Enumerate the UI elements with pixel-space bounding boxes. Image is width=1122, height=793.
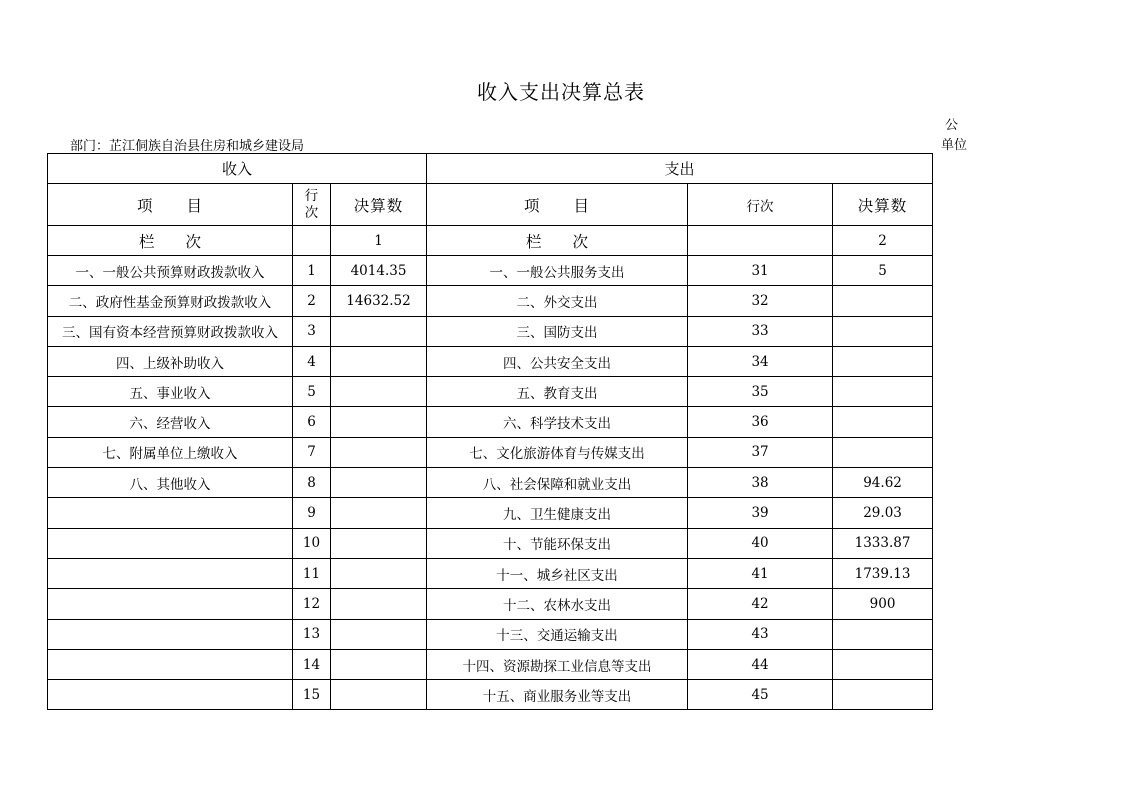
expense-section-header: 支出 [427, 154, 933, 184]
income-amount-cell [331, 316, 427, 346]
income-amount-cell: 4014.35 [331, 256, 427, 286]
expense-item-cell: 十四、资源勘探工业信息等支出 [427, 649, 688, 679]
income-item-cell: 五、事业收入 [48, 377, 293, 407]
table-row [48, 437, 933, 467]
table-row [48, 649, 933, 679]
income-amount-cell [331, 437, 427, 467]
table-row [48, 528, 933, 558]
income-item-header: 项 目 [48, 184, 293, 226]
income-item-cell [48, 558, 293, 588]
table-row [48, 346, 933, 376]
table-row [48, 680, 933, 710]
income-amount-cell [331, 558, 427, 588]
expense-row-no-cell: 33 [688, 316, 833, 346]
expense-row-no-cell: 36 [688, 407, 833, 437]
income-item-cell: 六、经营收入 [48, 407, 293, 437]
income-amount-cell [331, 498, 427, 528]
expense-amount-cell [833, 286, 933, 316]
expense-item-cell: 九、卫生健康支出 [427, 498, 688, 528]
income-amount-cell [331, 619, 427, 649]
income-row-no-cell: 8 [293, 468, 331, 498]
expense-row-no-cell: 43 [688, 619, 833, 649]
expense-row-no-cell: 38 [688, 468, 833, 498]
expense-row-no-cell: 37 [688, 437, 833, 467]
income-amount-cell [331, 680, 427, 710]
expense-item-cell: 七、文化旅游体育与传媒支出 [427, 437, 688, 467]
income-amount-cell [331, 649, 427, 679]
income-item-cell [48, 589, 293, 619]
table-row [48, 286, 933, 316]
expense-item-cell: 二、外交支出 [427, 286, 688, 316]
expense-item-cell: 八、社会保障和就业支出 [427, 468, 688, 498]
table-row [48, 619, 933, 649]
unit-note: 单位 [941, 138, 968, 153]
expense-item-cell: 四、公共安全支出 [427, 346, 688, 376]
income-amount-header: 决算数 [331, 184, 427, 226]
expense-item-cell: 十一、城乡社区支出 [427, 558, 688, 588]
income-section-header: 收入 [48, 154, 427, 184]
income-row-no-header: 行 次 [293, 184, 331, 226]
expense-row-no-cell: 42 [688, 589, 833, 619]
column-index-row [48, 226, 933, 256]
expense-amount-cell: 900 [833, 589, 933, 619]
expense-amount-cell [833, 346, 933, 376]
expense-amount-cell: 94.62 [833, 468, 933, 498]
income-row-no-cell: 3 [293, 316, 331, 346]
expense-item-header: 项 目 [427, 184, 688, 226]
section-header-row [48, 154, 933, 184]
income-item-cell [48, 619, 293, 649]
expense-column-number: 2 [833, 226, 933, 256]
income-amount-cell [331, 468, 427, 498]
expense-item-cell: 十二、农林水支出 [427, 589, 688, 619]
corner-note: 公 [945, 118, 959, 133]
income-row-no-cell: 11 [293, 558, 331, 588]
income-item-cell: 七、附属单位上缴收入 [48, 437, 293, 467]
expense-item-cell: 六、科学技术支出 [427, 407, 688, 437]
expense-column-label: 栏 次 [427, 226, 688, 256]
expense-row-no-cell: 32 [688, 286, 833, 316]
expense-item-cell: 一、一般公共服务支出 [427, 256, 688, 286]
table-row [48, 256, 933, 286]
income-amount-cell [331, 377, 427, 407]
income-row-no-cell: 7 [293, 437, 331, 467]
income-row-no-cell: 1 [293, 256, 331, 286]
expense-amount-cell: 29.03 [833, 498, 933, 528]
income-item-cell [48, 528, 293, 558]
expense-row-no-cell: 39 [688, 498, 833, 528]
expense-item-cell: 十、节能环保支出 [427, 528, 688, 558]
income-item-cell [48, 680, 293, 710]
expense-amount-cell: 1739.13 [833, 558, 933, 588]
income-item-cell: 八、其他收入 [48, 468, 293, 498]
table-row [48, 377, 933, 407]
expense-item-cell: 十三、交通运输支出 [427, 619, 688, 649]
budget-summary-table [47, 153, 933, 710]
income-amount-cell [331, 528, 427, 558]
income-row-no-cell: 6 [293, 407, 331, 437]
expense-amount-cell [833, 680, 933, 710]
income-row-no-cell: 15 [293, 680, 331, 710]
income-amount-cell: 14632.52 [331, 286, 427, 316]
income-row-no-cell: 9 [293, 498, 331, 528]
table-row [48, 468, 933, 498]
income-row-no-cell: 12 [293, 589, 331, 619]
table-row [48, 316, 933, 346]
income-row-no-cell: 4 [293, 346, 331, 376]
table-row [48, 589, 933, 619]
expense-amount-cell [833, 377, 933, 407]
expense-amount-cell [833, 619, 933, 649]
expense-row-no-cell: 41 [688, 558, 833, 588]
income-item-cell: 三、国有资本经营预算财政拨款收入 [48, 316, 293, 346]
income-amount-cell [331, 346, 427, 376]
income-column-blank [293, 226, 331, 256]
income-item-cell: 一、一般公共预算财政拨款收入 [48, 256, 293, 286]
expense-item-cell: 十五、商业服务业等支出 [427, 680, 688, 710]
department-label: 部门：芷江侗族自治县住房和城乡建设局 [70, 139, 305, 154]
expense-column-blank [688, 226, 833, 256]
table-row [48, 498, 933, 528]
expense-item-cell: 五、教育支出 [427, 377, 688, 407]
table-row [48, 407, 933, 437]
expense-amount-header: 决算数 [833, 184, 933, 226]
expense-row-no-cell: 45 [688, 680, 833, 710]
expense-row-no-header: 行次 [688, 184, 833, 226]
income-item-cell: 四、上级补助收入 [48, 346, 293, 376]
income-row-no-cell: 14 [293, 649, 331, 679]
expense-amount-cell [833, 316, 933, 346]
expense-row-no-cell: 35 [688, 377, 833, 407]
expense-row-no-cell: 40 [688, 528, 833, 558]
expense-amount-cell: 1333.87 [833, 528, 933, 558]
income-column-label: 栏 次 [48, 226, 293, 256]
income-item-cell [48, 498, 293, 528]
expense-amount-cell [833, 649, 933, 679]
page-title: 收入支出决算总表 [477, 80, 645, 104]
income-item-cell: 二、政府性基金预算财政拨款收入 [48, 286, 293, 316]
income-row-no-cell: 2 [293, 286, 331, 316]
expense-item-cell: 三、国防支出 [427, 316, 688, 346]
expense-row-no-cell: 34 [688, 346, 833, 376]
income-amount-cell [331, 407, 427, 437]
column-header-row [48, 184, 933, 226]
expense-row-no-cell: 44 [688, 649, 833, 679]
income-row-no-cell: 13 [293, 619, 331, 649]
income-item-cell [48, 649, 293, 679]
income-amount-cell [331, 589, 427, 619]
table-row [48, 558, 933, 588]
income-row-no-cell: 5 [293, 377, 331, 407]
expense-amount-cell [833, 437, 933, 467]
income-row-no-cell: 10 [293, 528, 331, 558]
expense-amount-cell: 5 [833, 256, 933, 286]
expense-row-no-cell: 31 [688, 256, 833, 286]
income-column-number: 1 [331, 226, 427, 256]
expense-amount-cell [833, 407, 933, 437]
